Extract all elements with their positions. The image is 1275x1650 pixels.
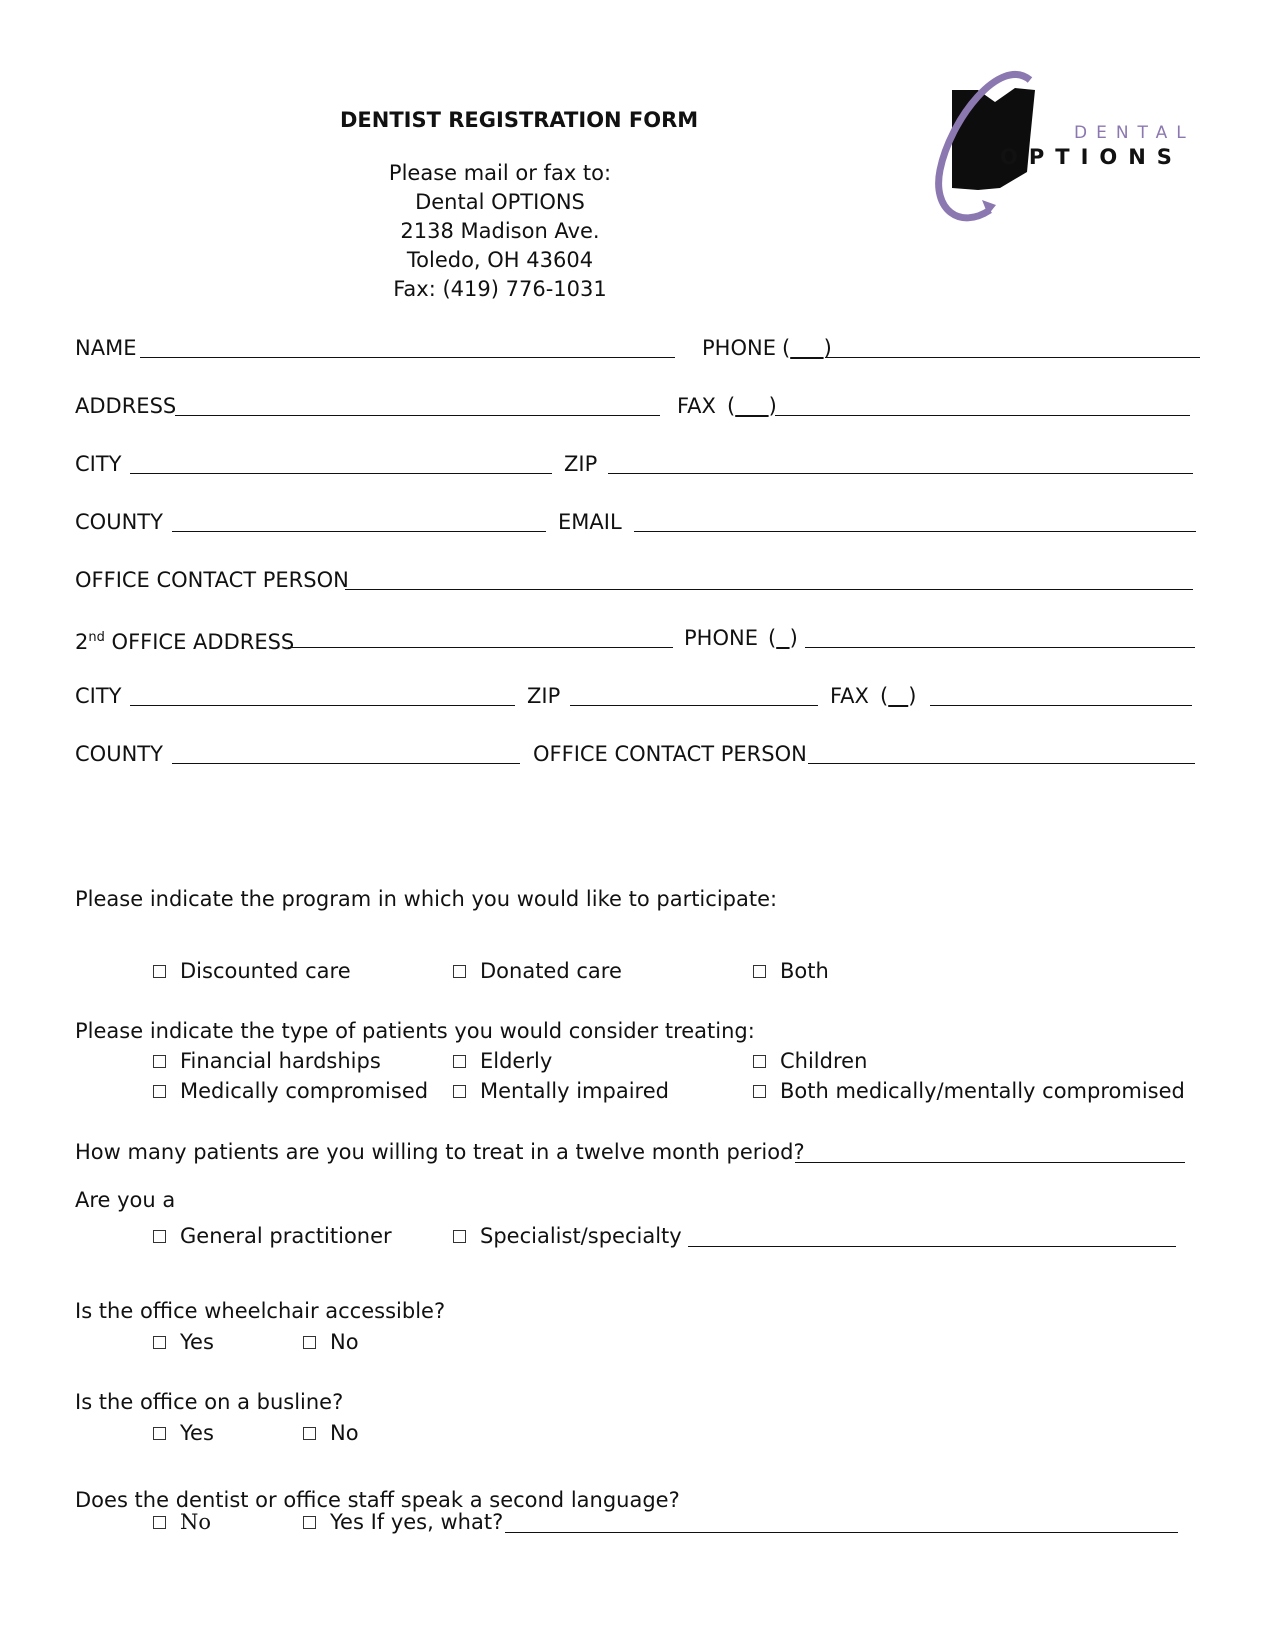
fax2-field[interactable] bbox=[930, 705, 1192, 706]
phone-area-code[interactable]: ( ) bbox=[782, 336, 832, 360]
address-field[interactable] bbox=[175, 415, 660, 416]
option-children: Children bbox=[780, 1049, 868, 1073]
checkbox-wheelchair-yes[interactable] bbox=[153, 1336, 166, 1349]
fax-field[interactable] bbox=[775, 415, 1190, 416]
option-both-compromised: Both medically/mentally compromised bbox=[780, 1079, 1185, 1103]
checkbox-medically-compromised[interactable] bbox=[153, 1085, 166, 1098]
zip-label: ZIP bbox=[564, 452, 598, 476]
office-contact-label: OFFICE CONTACT PERSON bbox=[75, 568, 349, 592]
checkbox-elderly[interactable] bbox=[453, 1055, 466, 1068]
zip2-field[interactable] bbox=[570, 705, 818, 706]
form-title: DENTIST REGISTRATION FORM bbox=[340, 108, 699, 132]
name-field[interactable] bbox=[140, 357, 675, 358]
option-general-practitioner: General practitioner bbox=[180, 1224, 392, 1248]
option-wheelchair-yes: Yes bbox=[180, 1330, 214, 1354]
mail-line-3: 2138 Madison Ave. bbox=[400, 219, 600, 243]
checkbox-busline-no[interactable] bbox=[303, 1427, 316, 1440]
checkbox-both-program[interactable] bbox=[753, 965, 766, 978]
second-office-label: 2nd OFFICE ADDRESS bbox=[75, 630, 295, 654]
option-donated-care: Donated care bbox=[480, 959, 622, 983]
logo-options-text: OPTIONS bbox=[1000, 145, 1183, 169]
mail-line-1: Please mail or fax to: bbox=[388, 161, 612, 185]
patient-count-question: How many patients are you willing to treat in a twelve month period? bbox=[75, 1140, 805, 1164]
option-busline-no: No bbox=[330, 1421, 359, 1445]
mail-line-4: Toledo, OH 43604 bbox=[406, 248, 594, 272]
language-question: Does the dentist or office staff speak a second language? bbox=[75, 1488, 680, 1512]
county2-label: COUNTY bbox=[75, 742, 163, 766]
county-field[interactable] bbox=[172, 531, 546, 532]
logo-dental-text: DENTAL bbox=[1074, 123, 1195, 143]
city-label: CITY bbox=[75, 452, 122, 476]
option-busline-yes: Yes bbox=[180, 1421, 214, 1445]
patient-count-field[interactable] bbox=[795, 1162, 1185, 1163]
patients-question: Please indicate the type of patients you would consider treating: bbox=[75, 1019, 755, 1043]
option-specialist: Specialist/specialty bbox=[480, 1224, 682, 1248]
mail-line-5: Fax: (419) 776-1031 bbox=[393, 277, 607, 301]
phone-field[interactable] bbox=[825, 357, 1200, 358]
city2-label: CITY bbox=[75, 684, 122, 708]
option-financial-hardships: Financial hardships bbox=[180, 1049, 381, 1073]
fax-area-code[interactable]: ( ) bbox=[727, 394, 777, 418]
checkbox-general-practitioner[interactable] bbox=[153, 1230, 166, 1243]
option-elderly: Elderly bbox=[480, 1049, 553, 1073]
practitioner-question: Are you a bbox=[75, 1188, 176, 1212]
second-office-address-field[interactable] bbox=[288, 647, 673, 648]
option-language-yes: Yes If yes, what? bbox=[330, 1510, 504, 1534]
city2-field[interactable] bbox=[130, 705, 515, 706]
language-field[interactable] bbox=[505, 1532, 1178, 1533]
checkbox-busline-yes[interactable] bbox=[153, 1427, 166, 1440]
checkbox-both-compromised[interactable] bbox=[753, 1085, 766, 1098]
checkbox-wheelchair-no[interactable] bbox=[303, 1336, 316, 1349]
county2-field[interactable] bbox=[172, 763, 520, 764]
name-label: NAME bbox=[75, 336, 137, 360]
office-contact2-label: OFFICE CONTACT PERSON bbox=[533, 742, 807, 766]
program-question: Please indicate the program in which you would like to participate: bbox=[75, 887, 778, 911]
office-contact2-field[interactable] bbox=[808, 763, 1195, 764]
checkbox-language-no[interactable] bbox=[153, 1516, 166, 1529]
option-both-program: Both bbox=[780, 959, 829, 983]
wheelchair-question: Is the office wheelchair accessible? bbox=[75, 1299, 446, 1323]
option-language-no: No bbox=[180, 1510, 212, 1534]
checkbox-discounted-care[interactable] bbox=[153, 965, 166, 978]
option-mentally-impaired: Mentally impaired bbox=[480, 1079, 669, 1103]
email-label: EMAIL bbox=[558, 510, 622, 534]
checkbox-financial-hardships[interactable] bbox=[153, 1055, 166, 1068]
mail-line-2: Dental OPTIONS bbox=[415, 190, 585, 214]
option-discounted-care: Discounted care bbox=[180, 959, 351, 983]
phone2-label: PHONE bbox=[684, 626, 758, 650]
phone2-area-code[interactable]: ( ) bbox=[768, 626, 798, 650]
checkbox-specialist[interactable] bbox=[453, 1230, 466, 1243]
checkbox-mentally-impaired[interactable] bbox=[453, 1085, 466, 1098]
checkbox-donated-care[interactable] bbox=[453, 965, 466, 978]
checkbox-children[interactable] bbox=[753, 1055, 766, 1068]
fax2-area-code[interactable]: ( ) bbox=[880, 684, 917, 708]
option-medically-compromised: Medically compromised bbox=[180, 1079, 429, 1103]
fax-label: FAX bbox=[677, 394, 716, 418]
office-contact-field[interactable] bbox=[345, 589, 1193, 590]
email-field[interactable] bbox=[634, 531, 1196, 532]
zip2-label: ZIP bbox=[527, 684, 561, 708]
option-wheelchair-no: No bbox=[330, 1330, 359, 1354]
county-label: COUNTY bbox=[75, 510, 163, 534]
fax2-label: FAX bbox=[830, 684, 869, 708]
specialty-field[interactable] bbox=[688, 1246, 1176, 1247]
phone2-field[interactable] bbox=[805, 647, 1195, 648]
city-field[interactable] bbox=[130, 473, 552, 474]
checkbox-language-yes[interactable] bbox=[303, 1516, 316, 1529]
phone-label: PHONE bbox=[702, 336, 776, 360]
zip-field[interactable] bbox=[608, 473, 1193, 474]
address-label: ADDRESS bbox=[75, 394, 177, 418]
busline-question: Is the office on a busline? bbox=[75, 1390, 344, 1414]
